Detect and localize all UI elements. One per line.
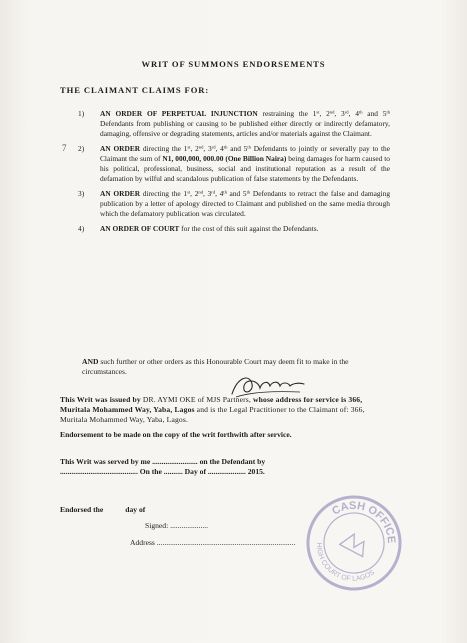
claim-lead: AN ORDER OF COURT [100, 224, 180, 233]
claim-text: directing the 1 [140, 189, 188, 198]
claim-lead: AN ORDER [100, 189, 141, 198]
svg-text:CASH OFFICE [327, 487, 408, 548]
claim-text: and 5 [226, 189, 247, 198]
claim-text: , 4 [215, 189, 224, 198]
claim-item-1 [78, 109, 391, 139]
document-title: WRIT OF SUMMONS ENDORSEMENTS [141, 59, 326, 69]
claim-text: , 4 [215, 144, 224, 153]
claim-amount: N1, 000,000, 000.00 (One Billion Naira) [162, 154, 287, 163]
claim-lead: AN ORDER [100, 144, 141, 153]
ordinal: st [187, 189, 191, 195]
claim-number: 1) [78, 109, 85, 118]
claim-text: Defendants to jointly or severally pay to the Claimant the sum of [100, 144, 391, 163]
claim-text: Defendants to retract the false and damaging publication by a letter of apology directed to Claimant and published on the same media through which the defamatory publication was circulated. [100, 189, 391, 218]
ordinal: th [246, 189, 251, 195]
writ-text: whose address for service is [250, 395, 349, 404]
stamp-top-text: CASH OFFICE [330, 499, 398, 544]
ordinal: th [223, 189, 227, 195]
claim-number: 4) [78, 224, 85, 233]
claim-number: 2) [78, 144, 85, 153]
claim-text: , 3 [203, 189, 212, 198]
claim-lead: AN ORDER OF PERPETUAL INJUNCTION [100, 109, 258, 118]
claim-number: 3) [78, 189, 85, 198]
claim-item-2 [78, 144, 391, 184]
writ-text: and is the Legal Practitioner to the Claimant of: 366, Muritala Mohammed Way, Yaba, Lagos. [60, 405, 365, 425]
service-line: This Writ was served by me ........................ on the Defendant by [60, 457, 266, 466]
ordinal: th [247, 144, 251, 150]
service-record [60, 457, 385, 477]
claim-text: and 5 [362, 109, 387, 118]
endorsement-instruction: Endorsement to be made on the copy of the writ forthwith after service. [60, 430, 292, 439]
claims-list [78, 109, 391, 239]
ordinal: nd [198, 189, 203, 195]
signed-line: Signed: .................... [145, 521, 209, 530]
endorsed-day-label: day of [125, 505, 146, 514]
claim-text: directing the 1 [140, 144, 188, 153]
ordinal: nd [198, 144, 204, 150]
ordinal: rd [211, 189, 216, 195]
court-stamp-image [286, 475, 421, 610]
stamp-bottom-text: HIGH COURT OF LAGOS [315, 542, 377, 583]
claim-text: and 5 [227, 144, 248, 153]
claim-text: being damages for harm caused to his political, professional, business, social and institutional reputation as a result of the defamation by wilful and scandalous publication of false statements by the Defendants. [100, 154, 390, 183]
ordinal: th [223, 144, 228, 150]
claim-text: for the cost of this suit against the Defendants. [179, 224, 319, 233]
ordinal: rd [211, 144, 216, 150]
claim-text: , 3 [334, 109, 345, 118]
claim-text: , 2 [190, 189, 199, 198]
endorsed-line [60, 505, 300, 515]
claim-text: Defendants from publishing or causing to be published either directly or indirectly defamatory, damaging, offensive or degrading statements, articles and/or materials against the Claimant. [100, 119, 390, 138]
claim-text: , 2 [190, 144, 199, 153]
margin-mark: 7 [62, 143, 67, 153]
and-text: such further or other orders as this Honourable Court may deem fit to make in the circumstances. [82, 357, 349, 377]
and-lead: AND [82, 357, 99, 366]
claim-text: restraining the 1 [257, 109, 317, 118]
ordinal: rd [344, 109, 349, 115]
claim-item-4 [78, 224, 390, 234]
endorsed-label: Endorsed the [60, 505, 104, 514]
ordinal: th [358, 109, 363, 115]
ordinal: st [316, 109, 320, 115]
claims-heading: THE CLAIMANT CLAIMS FOR: [60, 85, 210, 95]
ordinal: st [187, 144, 191, 150]
writ-text: This Writ was issued by [60, 395, 143, 404]
claim-text: , 2 [319, 109, 330, 118]
ordinal: nd [329, 109, 335, 115]
writ-issued-paragraph [60, 395, 380, 426]
service-line: ......................................... On the .......... Day of .................... 2015. [60, 467, 265, 477]
address-line: Address ......................................................................... [130, 538, 296, 547]
writ-address: 366, Muritala Mohammed Way, Yaba, Lagos [60, 395, 363, 415]
ordinal: th [386, 109, 391, 115]
claim-item-3 [78, 189, 391, 219]
claim-text: , 4 [348, 109, 359, 118]
claim-text: , 3 [203, 144, 212, 153]
writ-counsel: DR. AYMI OKE of MJS Partners, [142, 395, 251, 404]
